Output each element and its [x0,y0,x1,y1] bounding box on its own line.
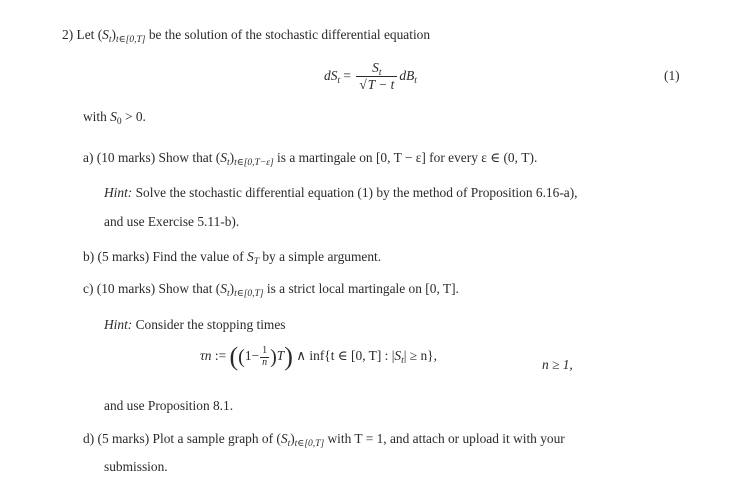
part-a-label: a) [83,150,94,165]
stopping-time-formula: τn := ((1− $\frac{1}{n}$ )T) ∧ inf{t ∈ [0, T] : $|S_t| \ge n$}, [200,342,437,371]
part-c: c) (10 marks) Show that $(S_t)_{t\in[0,T]}$ is a strict local martingale on [0, T]. [83,281,459,299]
part-a: a) (10 marks) Show that $(S_t)_{t\in[0,T-\varepsilon]}$ is a martingale on [0, T − ε] for every ε ∈ (0, T). [83,150,538,168]
stopping-time-index: n ≥ 1, [542,357,573,372]
part-c-label: c) [83,281,94,296]
one-over-n: $\frac{1}{n}$ [262,345,268,368]
equation-number: (1) [664,68,680,83]
part-a-hint-line-1: Hint: Solve the stochastic differential equation (1) by the method of Proposition 6.16-a), [104,185,578,200]
part-a-hint-line-2: and use Exercise 5.11-b). [104,214,240,229]
part-c-after: and use Proposition 8.1. [104,398,234,413]
part-d-label: d) [83,431,95,446]
sde-fraction: $\frac{S_t}{√T - t}$ [356,60,397,93]
part-d-line-2: submission. [104,459,168,474]
sde-equation: $dS_t$ = $\frac{S_t}{√T - t}$ $dB_t$ [324,60,417,93]
part-b-label: b) [83,249,95,264]
problem-number: 2) [62,27,74,42]
problem-intro-line: 2) Let $(S_t)_{t\in[0,T]}$ be the solution of the stochastic differential equation [62,27,431,45]
part-c-hint: Hint: Consider the stopping times [104,317,286,332]
part-b: b) (5 marks) Find the value of $S_T$ by a simple argument. [83,249,382,267]
initial-condition: with $S_0 > 0$. [83,109,146,127]
part-d: d) (5 marks) Plot a sample graph of $(S_t)_{t\in[0,T]}$ with T = 1, and attach or upload it with your [83,431,565,449]
